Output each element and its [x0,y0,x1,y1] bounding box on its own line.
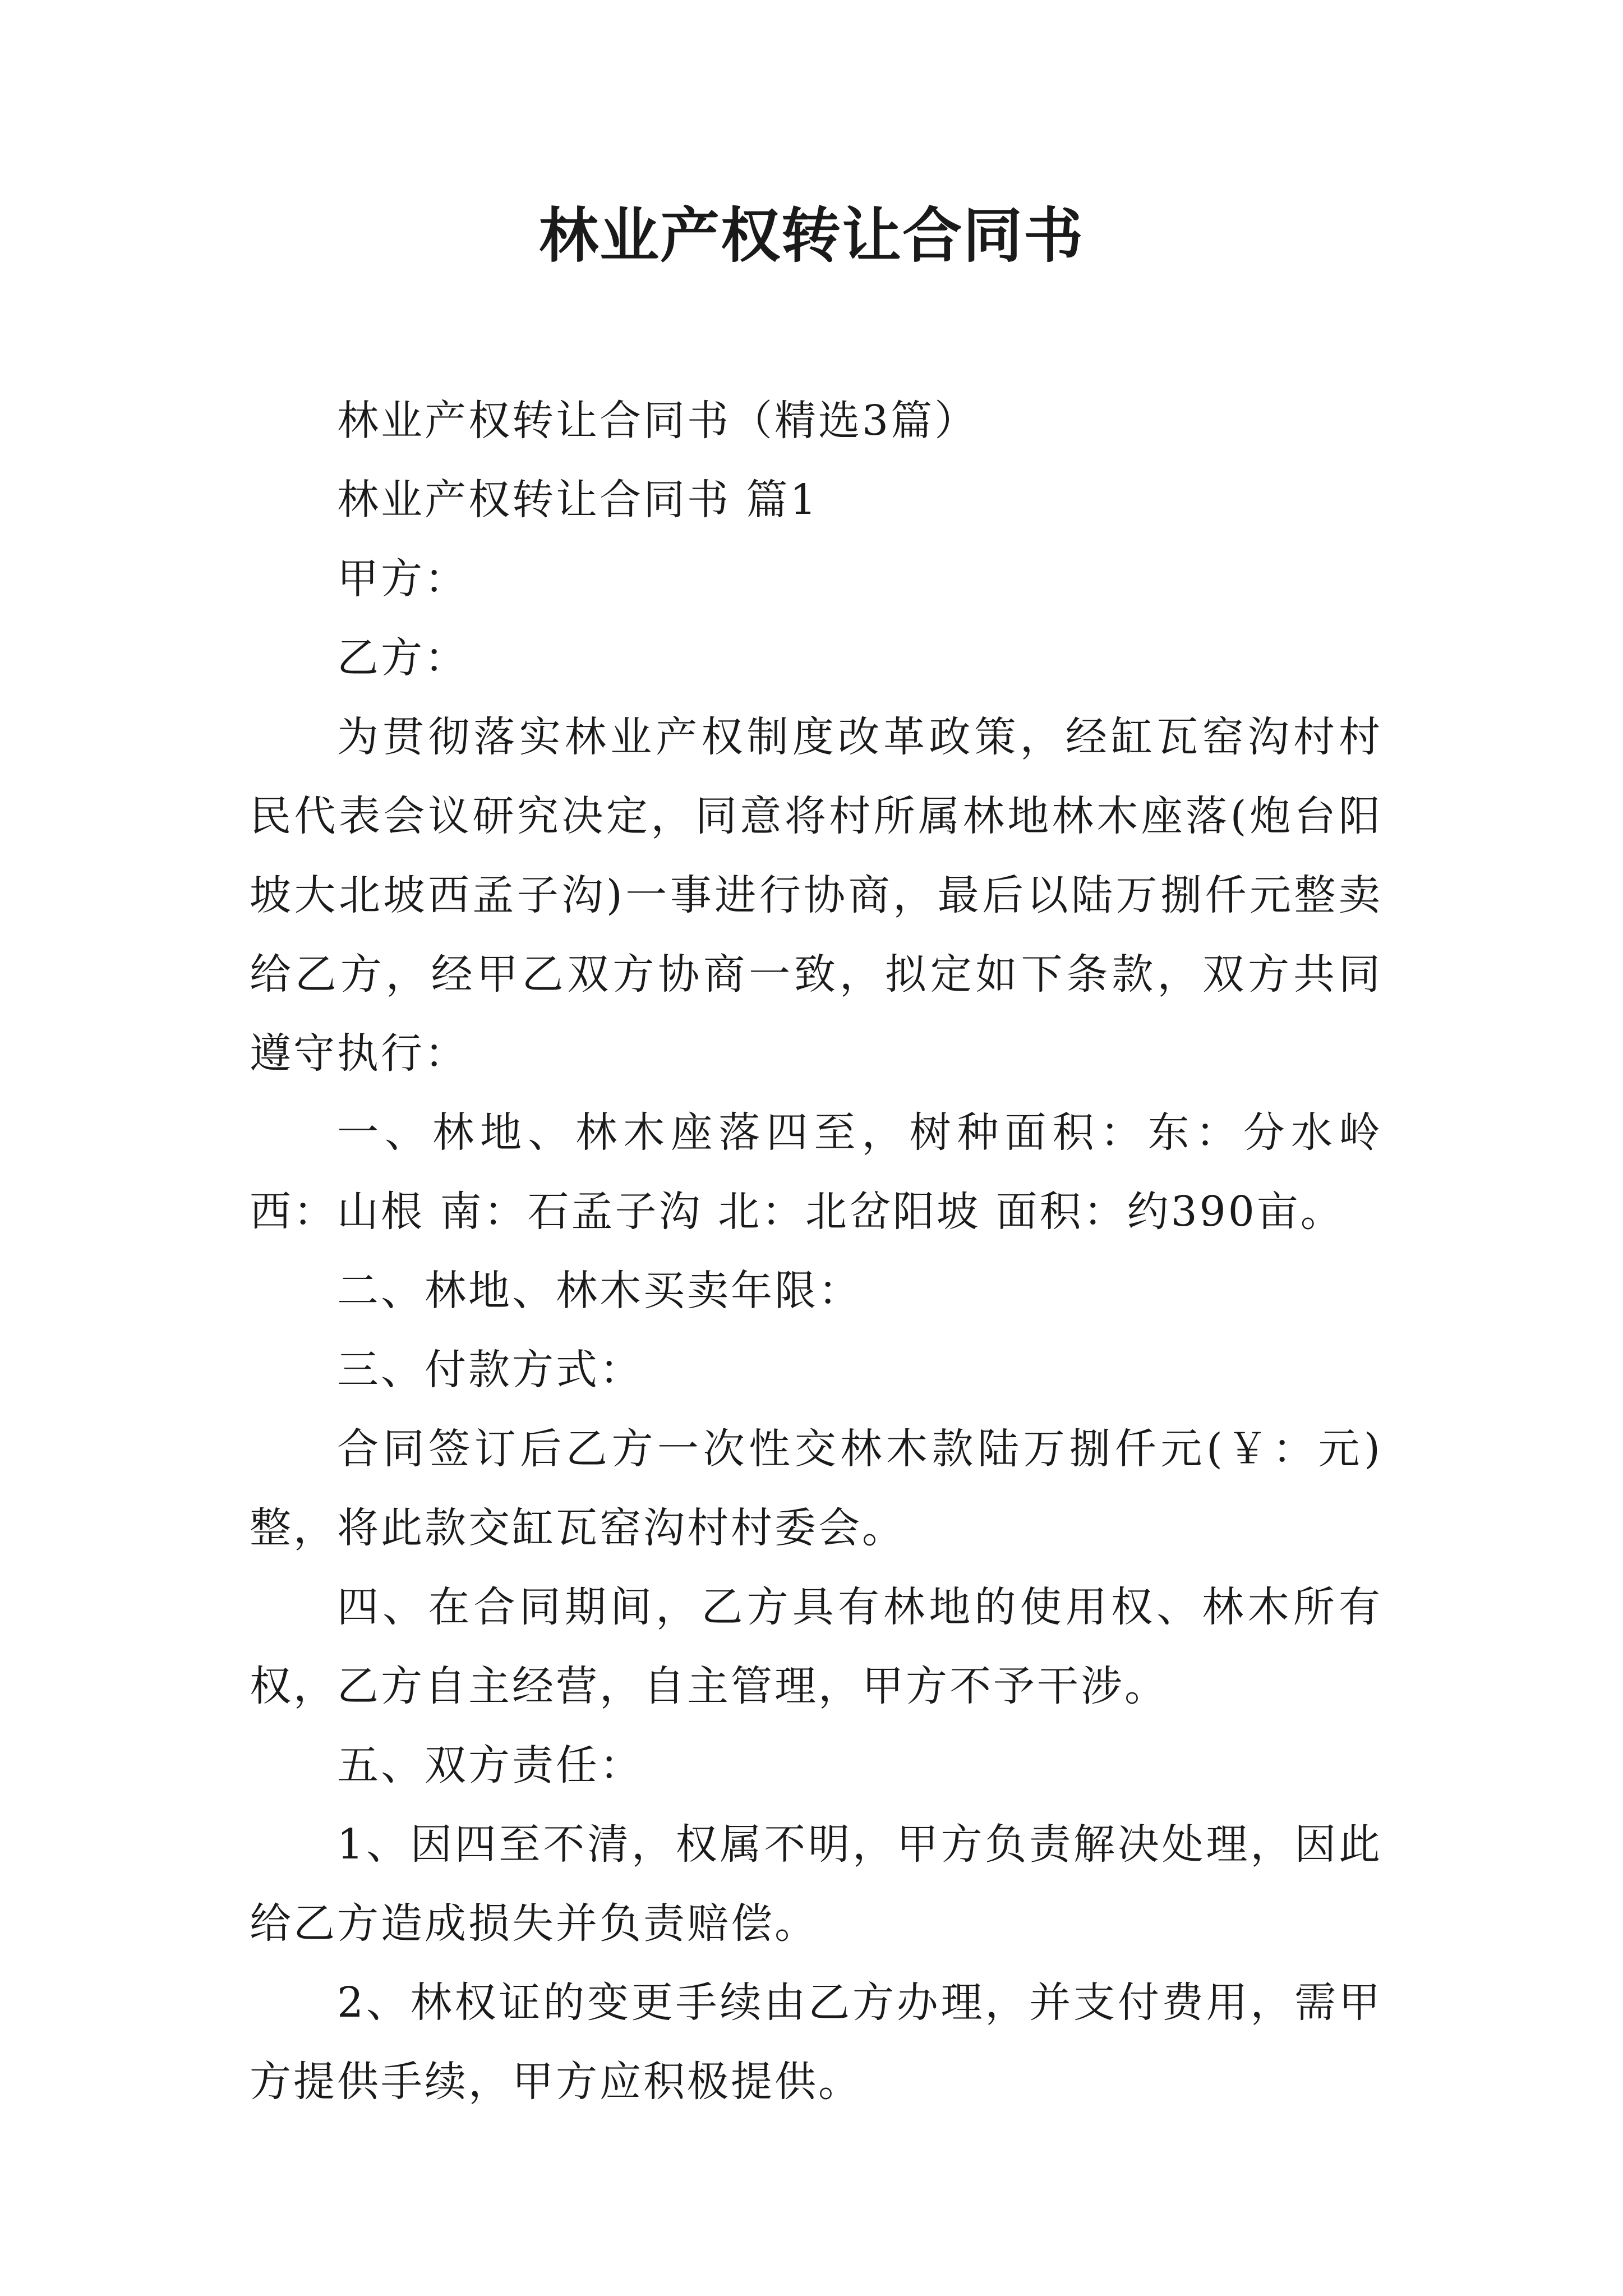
clause-2-paragraph: 二、林地、林木买卖年限： [337,1267,862,1315]
preamble-paragraph: 为贯彻落实林业产权制度改革政策，经缸瓦窑沟村村民代表会议研究决定，同意将村所属林地林木座落(炮台阳坡大北坡西孟子沟)一事进行协商，最后以陆万捌仟元整卖给乙方，经甲乙双方协商一致，拟定如下条款，双方共同遵守执行： [250,713,1382,1078]
document-title: 林业产权转让合同书 [539,200,1084,270]
clause-5-paragraph: 五、双方责任： [337,1741,643,1789]
responsibility-item-2: 2、林权证的变更手续由乙方办理，并支付费用，需甲方提供手续，甲方应积极提供。 [250,1978,1382,2106]
clause-1-paragraph: 一、林地、林木座落四至，树种面积：东：分水岭 西：山根 南：石孟子沟 北：北岔阳坡 面积：约390亩。 [250,1108,1382,1236]
responsibility-item-1: 1、因四至不清，权属不明，甲方负责解决处理，因此给乙方造成损失并负责赔偿。 [250,1820,1382,1948]
section-heading: 林业产权转让合同书 篇1 [337,476,819,524]
party-a-line: 甲方： [337,555,468,603]
clause-4-paragraph: 四、在合同期间，乙方具有林地的使用权、林木所有权，乙方自主经营，自主管理，甲方不予干涉。 [250,1583,1382,1710]
payment-paragraph: 合同签订后乙方一次性交林木款陆万捌仟元(￥：元)整，将此款交缸瓦窑沟村村委会。 [250,1425,1382,1552]
subtitle-paragraph: 林业产权转让合同书（精选3篇） [337,397,979,445]
clause-3-paragraph: 三、付款方式： [337,1346,643,1394]
document-body [250,381,1382,2122]
party-b-line: 乙方： [337,634,468,682]
